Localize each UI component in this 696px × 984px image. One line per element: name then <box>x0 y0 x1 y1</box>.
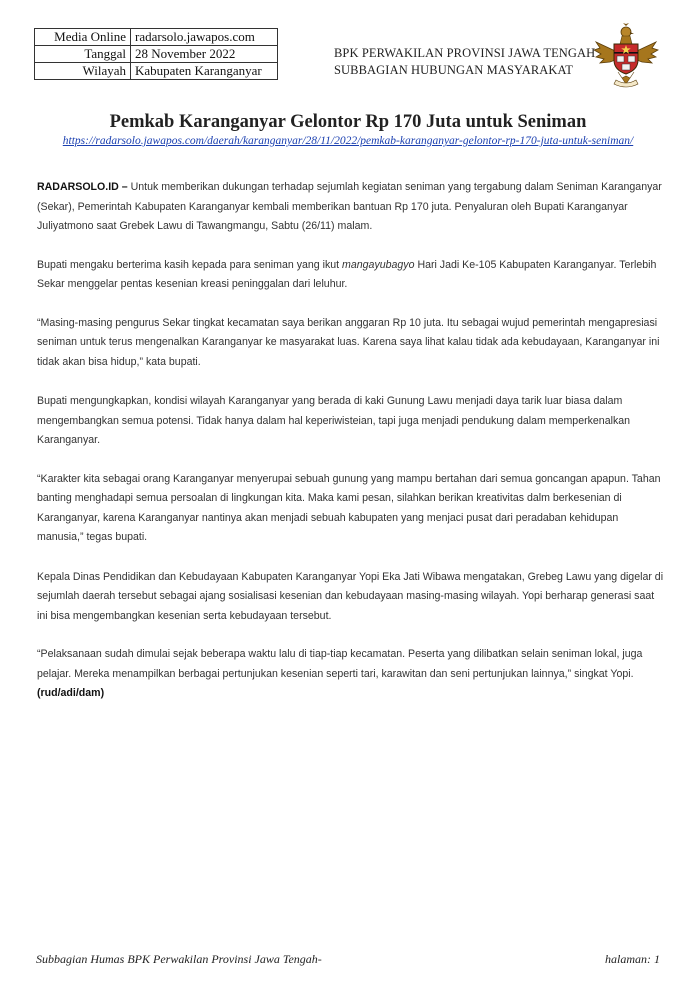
region-label: Wilayah <box>35 63 131 80</box>
media-label: Media Online <box>35 29 131 46</box>
paragraph-1 <box>37 178 667 237</box>
media-info-table <box>34 28 278 80</box>
media-value: radarsolo.jawapos.com <box>131 29 278 46</box>
paragraph-4: Bupati mengungkapkan, kondisi wilayah Karanganyar yang berada di kaki Gunung Lawu menjadi daya tarik luar biasa dalam mengembangkan semua potensi. Tidak hanya dalam hal keperiwisteian, tapi juga menjadi pendukung dalam memperkenalkan Karanganyar. <box>37 395 631 446</box>
region-value: Kabupaten Karanganyar <box>131 63 278 80</box>
article-body <box>37 178 667 723</box>
paragraph-2 <box>37 256 667 295</box>
paragraph-1-text: Untuk memberikan dukungan terhadap sejumlah kegiatan seniman yang tergabung dalam Seniman Karanganyar (Sekar), Pemerintah Kabupaten Karanganyar kembali memberikan bantuan Rp 170 juta. Penyaluran oleh Bupati Karanganyar Juliyatmono saat Grebek Lawu di Tawangmangu, Sabtu (26/11) malam. <box>37 181 662 232</box>
paragraph-5: “Karakter kita sebagai orang Karanganyar menyerupai sebuah gunung yang mampu bertahan dari semua goncangan apapun. Tahan banting menghadapi semua persoalan di lingkungan kita. Maka kami pesan, silahkan berikan kreativitas dalm berkesenian di Karanganyar, karena Karanganyar nantinya akan menjadi sebuah kabupaten yang menjaci pusat dari peradaban kehidupan manusia,” tegas bupati. <box>37 472 661 543</box>
paragraph-2-text-a: Bupati mengaku berterima kasih kepada para seniman yang ikut <box>37 258 343 271</box>
author-credit: (rud/adi/dam) <box>37 687 105 699</box>
paragraph-7-text: “Pelaksanaan sudah dimulai sejak beberapa waktu lalu di tiap-tiap kecamatan. Peserta yang dilibatkan selain seniman lokal, juga pelajar. Mereka menampilkan berbagai pertunjukan kesenian seperti tari, karawitan dan seni pertunjukan lainnya,” singkat Yopi. <box>37 648 643 680</box>
organization-header <box>334 45 595 79</box>
paragraph-3: “Masing-masing pengurus Sekar tingkat kecamatan saya berikan anggaran Rp 10 juta. Itu sebagai wujud pemerintah mengapresiasi seniman untuk terus mengenalkan Karanganyar ke masyarakat luas. Karena saya lihat kalau tidak ada kebudayaan, Karanganyar ini tidak akan bisa hidup,” kata bupati. <box>37 316 660 368</box>
page-number: halaman: 1 <box>605 952 660 966</box>
region-info-row <box>35 63 278 80</box>
media-info-row <box>35 29 278 46</box>
footer-organization: Subbagian Humas BPK Perwakilan Provinsi Jawa Tengah- <box>36 952 322 966</box>
garuda-emblem-icon <box>592 22 660 90</box>
paragraph-6: Kepala Dinas Pendidikan dan Kebudayaan Kabupaten Karanganyar Yopi Eka Jati Wibawa mengatakan, Grebeg Lawu yang digelar di sejumlah daerah tersebut sebagai ajang sosialisasi kesenian dan kebudayaan masing-masing wilayah. Yopi berharap generasi saat ini bisa mengembangkan kesenian serta kebudayaan tersebut. <box>37 570 664 622</box>
source-link[interactable]: https://radarsolo.jawapos.com/daerah/karanganyar/28/11/2022/pemkab-karanganyar-gelontor-rp-170-juta-untuk-seniman/ <box>62 135 634 147</box>
italic-term: mangayubagyo <box>342 258 415 271</box>
date-info-row <box>35 46 278 63</box>
date-value: 28 November 2022 <box>131 46 278 63</box>
dateline: RADARSOLO.ID – <box>37 181 128 193</box>
date-label: Tanggal <box>35 46 131 63</box>
organization-name: BPK PERWAKILAN PROVINSI JAWA TENGAH <box>334 46 596 60</box>
article-title: Pemkab Karanganyar Gelontor Rp 170 Juta untuk Seniman <box>109 112 587 132</box>
paragraph-7 <box>37 645 667 704</box>
organization-division: SUBBAGIAN HUBUNGAN MASYARAKAT <box>334 63 574 77</box>
paragraph-2-text-b: Hari Jadi Ke-105 Kabupaten Karanganyar. Terlebih Sekar menggelar pentas kesenian kreasi peninggalan dari leluhur. <box>37 258 657 290</box>
